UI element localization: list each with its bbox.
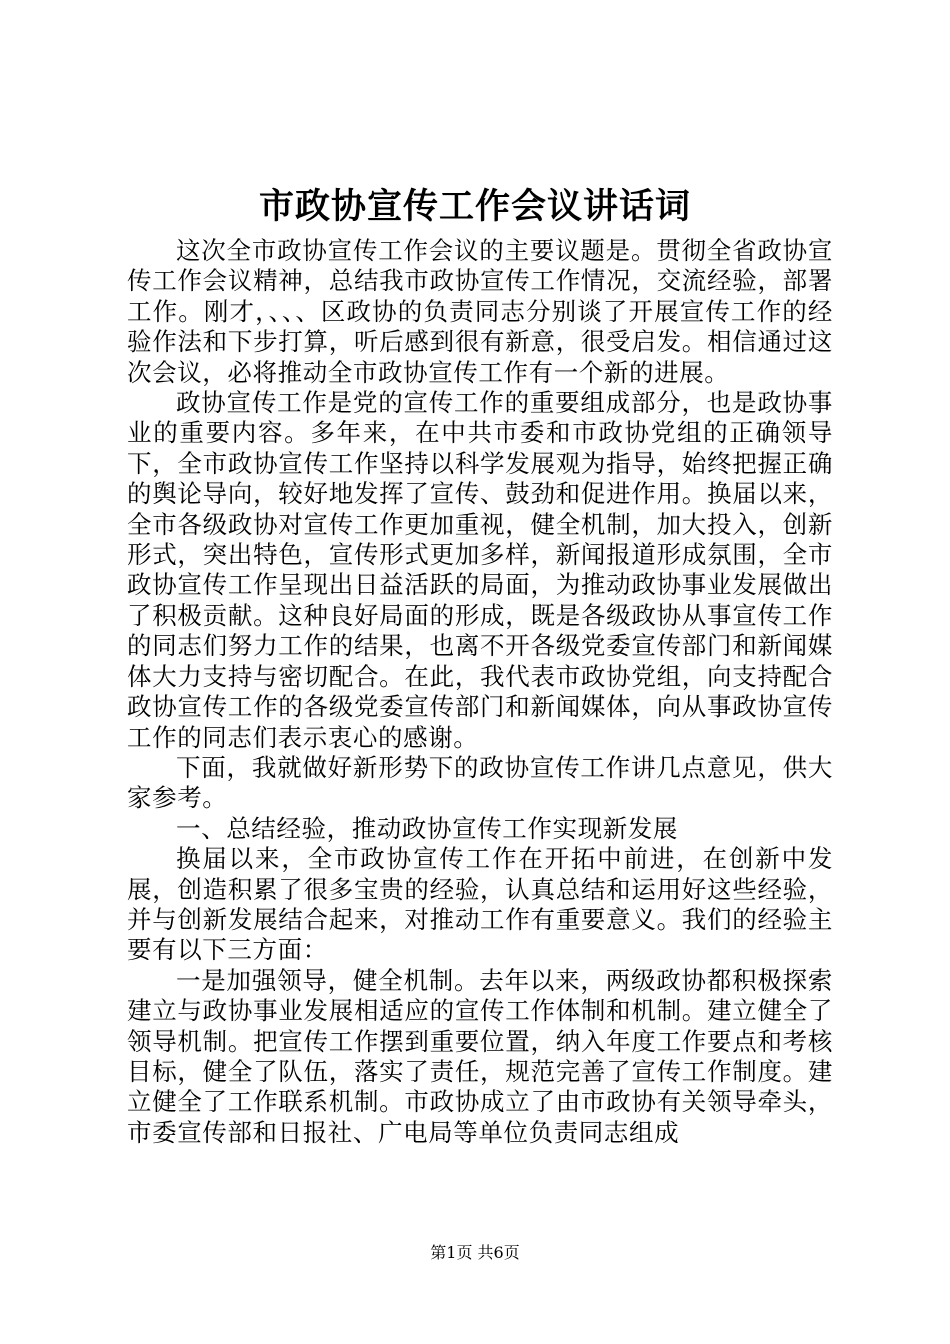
document-body — [127, 236, 833, 1148]
paragraph-leadership: 一是加强领导，健全机制。去年以来，两级政协都积极探索建立与政协事业发展相适应的宣传工作体制和机制。建立健全了领导机制。把宣传工作摆到重要位置，纳入年度工作要点和考核目标，健全了队伍，落实了责任，规范完善了宣传工作制度。建立健全了工作联系机制。市政协成立了由市政协有关领导牵头，市委宣传部和日报社、广电局等单位负责同志组成 — [127, 965, 833, 1147]
paragraph-experience: 换届以来，全市政协宣传工作在开拓中前进，在创新中发展，创造积累了很多宝贵的经验，认真总结和运用好这些经验，并与创新发展结合起来，对推动工作有重要意义。我们的经验主要有以下三方面： — [127, 844, 833, 965]
paragraph-intro: 这次全市政协宣传工作会议的主要议题是。贯彻全省政协宣传工作会议精神，总结我市政协宣传工作情况，交流经验，部署工作。刚才，、、、区政协的负责同志分别谈了开展宣传工作的经验作法和下步打算，听后感到很有新意，很受启发。相信通过这次会议，必将推动全市政协宣传工作有一个新的进展。 — [127, 236, 833, 387]
section-heading-one: 一、总结经验，推动政协宣传工作实现新发展 — [176, 813, 678, 843]
document-title: 市政协宣传工作会议讲话词 — [258, 186, 691, 227]
page-number-footer: 第1页 共6页 — [430, 1243, 520, 1262]
paragraph-transition: 下面，我就做好新形势下的政协宣传工作讲几点意见，供大家参考。 — [127, 752, 833, 813]
paragraph-importance: 政协宣传工作是党的宣传工作的重要组成部分，也是政协事业的重要内容。多年来，在中共市委和市政协党组的正确领导下，全市政协宣传工作坚持以科学发展观为指导，始终把握正确的舆论导向，较好地发挥了宣传、鼓劲和促进作用。换届以来，全市各级政协对宣传工作更加重视，健全机制，加大投入，创新形式，突出特色，宣传形式更加多样，新闻报道形成氛围，全市政协宣传工作呈现出日益活跃的局面，为推动政协事业发展做出了积极贡献。这种良好局面的形成，既是各级政协从事宣传工作的同志们努力工作的结果，也离不开各级党委宣传部门和新闻媒体大力支持与密切配合。在此，我代表市政协党组，向支持配合政协宣传工作的各级党委宣传部门和新闻媒体，向从事政协宣传工作的同志们表示衷心的感谢。 — [127, 388, 833, 752]
